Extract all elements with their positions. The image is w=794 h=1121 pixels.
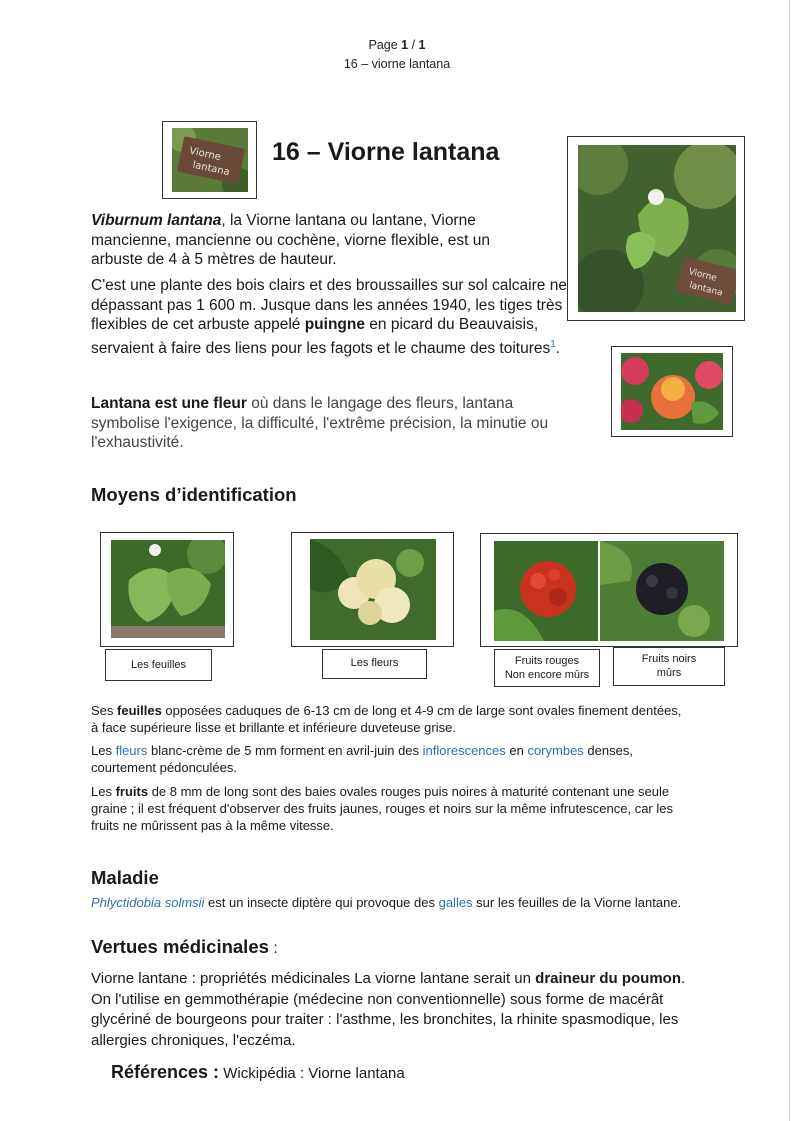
references: Références : Wickipédia : Viorne lantana [111,1062,405,1082]
leaves-photo-frame [100,532,234,647]
caption-flowers: Les fleurs [322,649,427,679]
caption-red-fruits: Fruits rouges Non encore mûrs [494,649,600,687]
lantana-flower-photo [621,353,723,430]
red-fruits-photo [494,541,598,641]
flowers-photo [310,539,436,640]
scan-edge [789,0,790,1121]
lantana-flower-paragraph: Lantana est une fleur où dans le langage des fleurs, lantana symbolise l'exigence, la difficulté, l'extrême précision, la minutie ou l'exhaustivité. [91,395,549,451]
caption-leaves: Les feuilles [105,649,212,681]
link-fleurs[interactable]: fleurs [115,743,148,758]
medicinal-paragraph: Viorne lantane : propriétés médicinales La viorne lantane serait un draineur du poumon. On l'utilise en gemmothérapie (médecine non conventionnelle) sous forme de macérât glycériné de bourgeons pour traiter : l'asthme, les bronchites, la rhinite spasmodique, les allergies chroniques, l'eczéma. [91,970,686,1049]
svg-text:Viorne: Viorne [188,145,222,164]
link-phlyctidobia[interactable]: Phlyctidobia solmsii [91,895,205,910]
sign-photo-frame [162,121,257,199]
flowers-photo-frame [291,532,454,647]
link-galles[interactable]: galles [438,895,473,910]
plant-photo [578,145,736,312]
fruits-photo-frame [480,533,738,647]
sign-photo [172,128,248,192]
medicinal-heading: Vertues médicinales : [91,936,278,957]
black-fruits-photo [600,541,724,641]
intro-paragraph: Viburnum lantana, la Viorne lantana ou lantane, Viorne mancienne, mancienne ou cochène, viorne flexible, est un arbuste de 4 à 5 mètres de hauteur. [91,212,490,268]
habitat-paragraph: C'est une plante des bois clairs et des broussailles sur sol calcaire ne dépassant pas 1 600 m. Jusque dans les années 1940, les tiges très flexibles de cet arbuste appelé puingne en picard du Beauvaisis, servaient à faire des liens pour les fagots et le chaume des toitures$^1$. [91,277,567,357]
fruits-paragraph: Les fruits de 8 mm de long sont des baies ovales rouges puis noires à maturité contenant une seule graine ; il est fréquent d'observer des fruits jaunes, rouges et noirs sur la même infrutescence, car les fruits ne mûrissent pas à la même vitesse. [91,784,673,833]
caption-black-fruits: Fruits noirs mûrs [613,647,725,686]
svg-text:Viorne: Viorne [687,267,718,284]
leaves-paragraph: Ses feuilles opposées caduques de 6-13 cm de long et 4-9 cm de large sont ovales finement dentées, à face supérieure lisse et brillante et inférieure duveteuse grise. [91,703,682,735]
leaves-photo [111,540,225,638]
flowers-paragraph: Les fleurs blanc-crème de 5 mm forment en avril-juin des inflorescences en corymbes denses, courtement pédonculées. [91,743,633,775]
disease-paragraph: Phlyctidobia solmsii est un insecte diptère qui provoque des galles sur les feuilles de la Viorne lantane. [91,895,682,910]
svg-text:lantana: lantana [688,280,724,299]
page-title: 16 – Viorne lantana [272,138,500,166]
lantana-flower-photo-frame [611,346,733,437]
svg-text:lantana: lantana [191,159,231,179]
page-number: Page 1 / 1 [368,38,426,52]
plant-photo-frame [567,136,745,321]
identification-heading: Moyens d’identification [91,484,297,505]
disease-heading: Maladie [91,867,159,888]
link-inflorescences[interactable]: inflorescences [422,743,506,758]
link-corymbes[interactable]: corymbes [527,743,584,758]
document-label: 16 – viorne lantana [343,57,451,71]
